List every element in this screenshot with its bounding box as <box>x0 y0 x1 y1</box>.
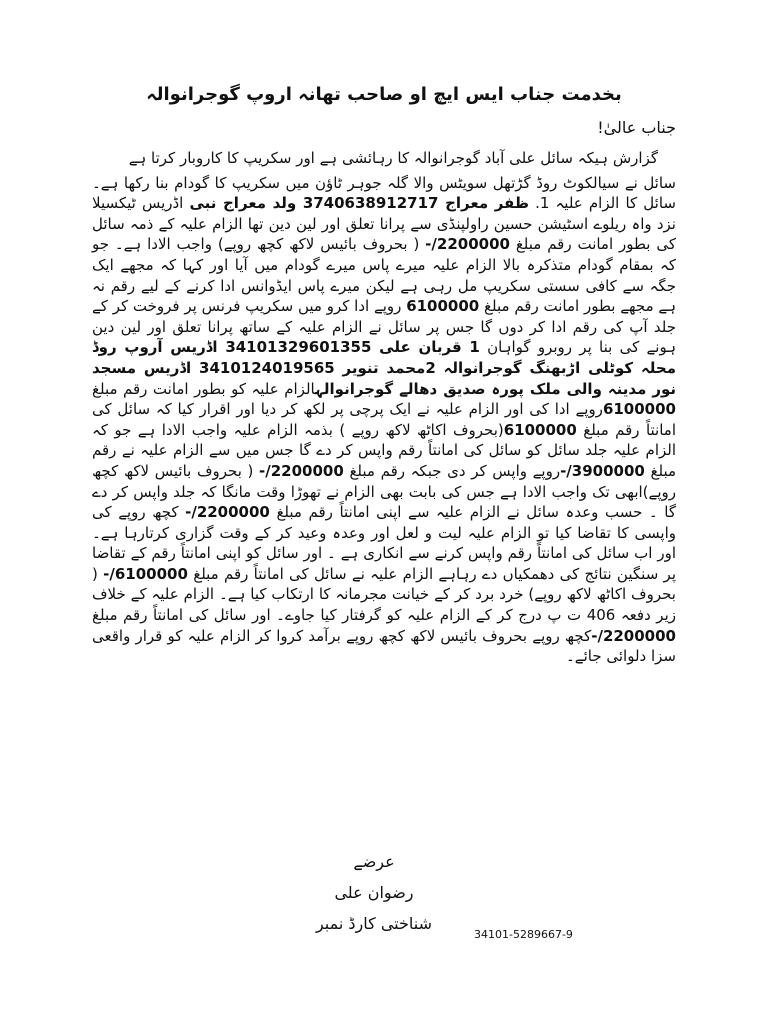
amount-figure: 6100000 <box>406 297 480 316</box>
amount-figure: 2200000/- <box>425 235 510 254</box>
body-text: اڈریس ٹیکسیلا نزد واہ ریلوے اسٹیشن حسین راولپنڈی سے پرانا تعلق اور لین دین تھا الزام علیہ کے ذمہ سائل کی بطور امانت رقم مبلغ <box>92 194 676 254</box>
body-text: الزام علیہ کو بطور امانت رقم مبلغ <box>92 379 316 398</box>
closing-label: عرضے <box>353 852 395 871</box>
body-text: روپے ادا کرو میں سکریپ فرنس پر فروخت کر کے جلد آپ کی رقم ادا کر دوں گا جس پر سائل نے الزام علیہ کے ساتھ پرانا تعلق اور لین دین ہونے کی بنا پر روبرو گواہان <box>92 297 676 357</box>
witness-details: 1 قربان علی 34101329601355 اڈریس آروپ روڈ محلہ کوٹلی اڑبھنگ گوجرانوالہ 2محمد تنویر 3410124019565 اڈریس مسجد نور مدینہ والی ملک پورہ صدیق دھالے گوجرانوالہ <box>92 338 677 398</box>
main-paragraph <box>92 173 676 667</box>
amount-figure: 6100000 <box>602 400 676 419</box>
letter-title: بخدمت جناب ایس ایچ او صاحب تھانہ اروپ گوجرانوالہ <box>146 84 622 105</box>
body-text: کچھ روپے کی واپسی کا تقاضا کیا تو الزام علیہ لیت و لعل اور وعدہ وعید کر کے وقت گزاری کرتارہا ہے۔ اور اب سائل کی امانتاً رقم واپس کرنے سے انکاری ہے ۔ اور سائل کو اپنی امانتاً رقم کے تقاضا پر سنگین نتائج کی دھمکیاں دے رہاہے الزام علیہ نے سائل کی امانتاً رقم مبلغ <box>92 503 676 583</box>
cnic-number: 34101-5289667-9 <box>474 928 573 941</box>
salutation: جناب عالیٰ! <box>597 118 676 137</box>
body-text: ( بحروف بائیس لاکھ کچھ روپے)ابھی تک واجب الادا ہے جس کی بابت بھی الزام نے تھوڑا وقت مانگا کہ جلد واپس کر دے گا ۔ حسب وعدہ سائل نے الزام علیہ سے اپنی امانتاً رقم مبلغ <box>92 461 676 522</box>
body-text: سائل نے سیالکوٹ روڈ گڑتھل سویٹس والا گلہ جوہر ٹاؤن میں سکریپ کا گودام بنا رکھا ہے۔ سائل کا الزام علیہ 1. <box>92 173 676 213</box>
amount-figure: 6100000 <box>503 420 577 439</box>
cnic-label: شناختی کارڈ نمبر <box>315 914 433 933</box>
signer-name: رضوان علی <box>334 883 414 902</box>
body-text: کچھ روپے بحروف بائیس لاکھ کچھ روپے برآمد کروا کر الزام علیہ کو قرار واقعی سزا دلوائی جائے۔ <box>92 626 676 666</box>
body-text: روپے واپس کر دی جبکہ رقم مبلغ <box>343 461 561 480</box>
body-text: ( بحروف بائیس لاکھ کچھ روپے) واجب الادا ہے۔ جو کہ بمقام گودام متذکرہ بالا الزام علیہ میرے پاس میرے گودام میں آیا اور کہا کہ مجھے ایک جگہ سے کافی سستی سکریپ مل رہی ہے لیکن میرے پاس ایڈوانس ادا کرنے کے لیے رقم نہ ہے مجھے بطور امانت رقم مبلغ <box>92 235 676 316</box>
amount-figure: 2200000/- <box>185 503 270 522</box>
amount-figure: 2200000/- <box>591 626 676 645</box>
body-text: ( بحروف اکاٹھ لاکھ روپے) خرد برد کر کے خیانت مجرمانہ کا ارتکاب کیا ہے۔ الزام علیہ کے خلاف زیر دفعہ 406 ت پ درج کر کے الزام علیہ کو گرفتار کیا جاوے۔ اور سائل کی امانتاً رقم مبلغ <box>92 564 676 625</box>
amount-figure: 3900000/- <box>560 461 645 480</box>
accused-name: ظفر معراج 3740638912717 ولد معراج نبی <box>189 194 529 213</box>
letter-body <box>92 148 676 667</box>
body-text: روپے ادا کی اور الزام علیہ نے ایک پرچی پر لکھ کر دیا اور اقرار کیا کہ سائل کی امانتاً رقم مبلغ <box>92 400 676 439</box>
body-text: (بحروف اکاٹھ لاکھ روپے ) بذمہ الزام علیہ واجب الادا ہے جو کہ الزام علیہ جلد سائل کو سائل کی امانتاً رقم واپس کر دے گا جس میں سے الزام علیہ نے رقم مبلغ <box>92 420 677 480</box>
intro-paragraph: گزارش ہیکہ سائل علی آباد گوجرانوالہ کا رہائشی ہے اور سکریپ کا کاروبار کرتا ہے <box>128 149 658 167</box>
amount-figure: 2200000/- <box>259 461 344 480</box>
amount-figure: 6100000/- <box>103 564 188 583</box>
